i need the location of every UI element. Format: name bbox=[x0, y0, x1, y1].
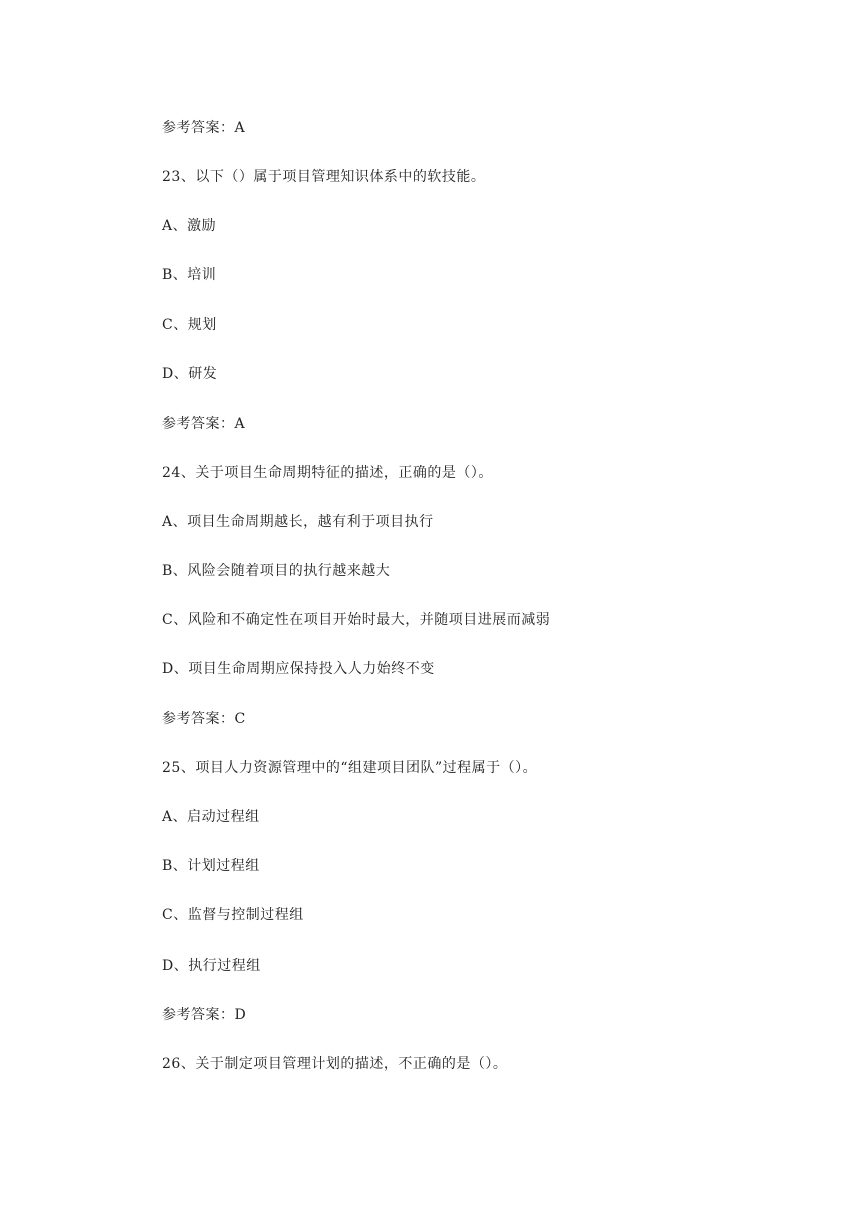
answer-line-25: 参考答案：D bbox=[162, 1007, 247, 1023]
question-24: 24、关于项目生命周期特征的描述，正确的是（）。 bbox=[162, 465, 493, 481]
question-23: 23、以下（）属于项目管理知识体系中的软技能。 bbox=[162, 169, 486, 185]
option-23-c: C、规划 bbox=[162, 317, 217, 333]
question-25: 25、项目人力资源管理中的“组建项目团队”过程属于（）。 bbox=[162, 760, 538, 776]
option-24-b: B、风险会随着项目的执行越来越大 bbox=[162, 563, 391, 579]
option-24-d: D、项目生命周期应保持投入人力始终不变 bbox=[162, 661, 435, 677]
option-24-a: A、项目生命周期越长，越有利于项目执行 bbox=[162, 514, 434, 530]
option-23-a: A、激励 bbox=[162, 218, 217, 234]
option-25-d: D、执行过程组 bbox=[162, 958, 261, 974]
question-26: 26、关于制定项目管理计划的描述，不正确的是（）。 bbox=[162, 1056, 508, 1072]
answer-line-23: 参考答案：A bbox=[162, 416, 246, 432]
answer-line-22: 参考答案：A bbox=[162, 120, 246, 136]
option-25-b: B、计划过程组 bbox=[162, 858, 260, 874]
option-24-c: C、风险和不确定性在项目开始时最大，并随项目进展而减弱 bbox=[162, 612, 551, 628]
answer-line-24: 参考答案：C bbox=[162, 711, 246, 727]
option-23-d: D、研发 bbox=[162, 366, 218, 382]
option-25-a: A、启动过程组 bbox=[162, 809, 260, 825]
option-25-c: C、监督与控制过程组 bbox=[162, 907, 304, 923]
option-23-b: B、培训 bbox=[162, 267, 217, 283]
